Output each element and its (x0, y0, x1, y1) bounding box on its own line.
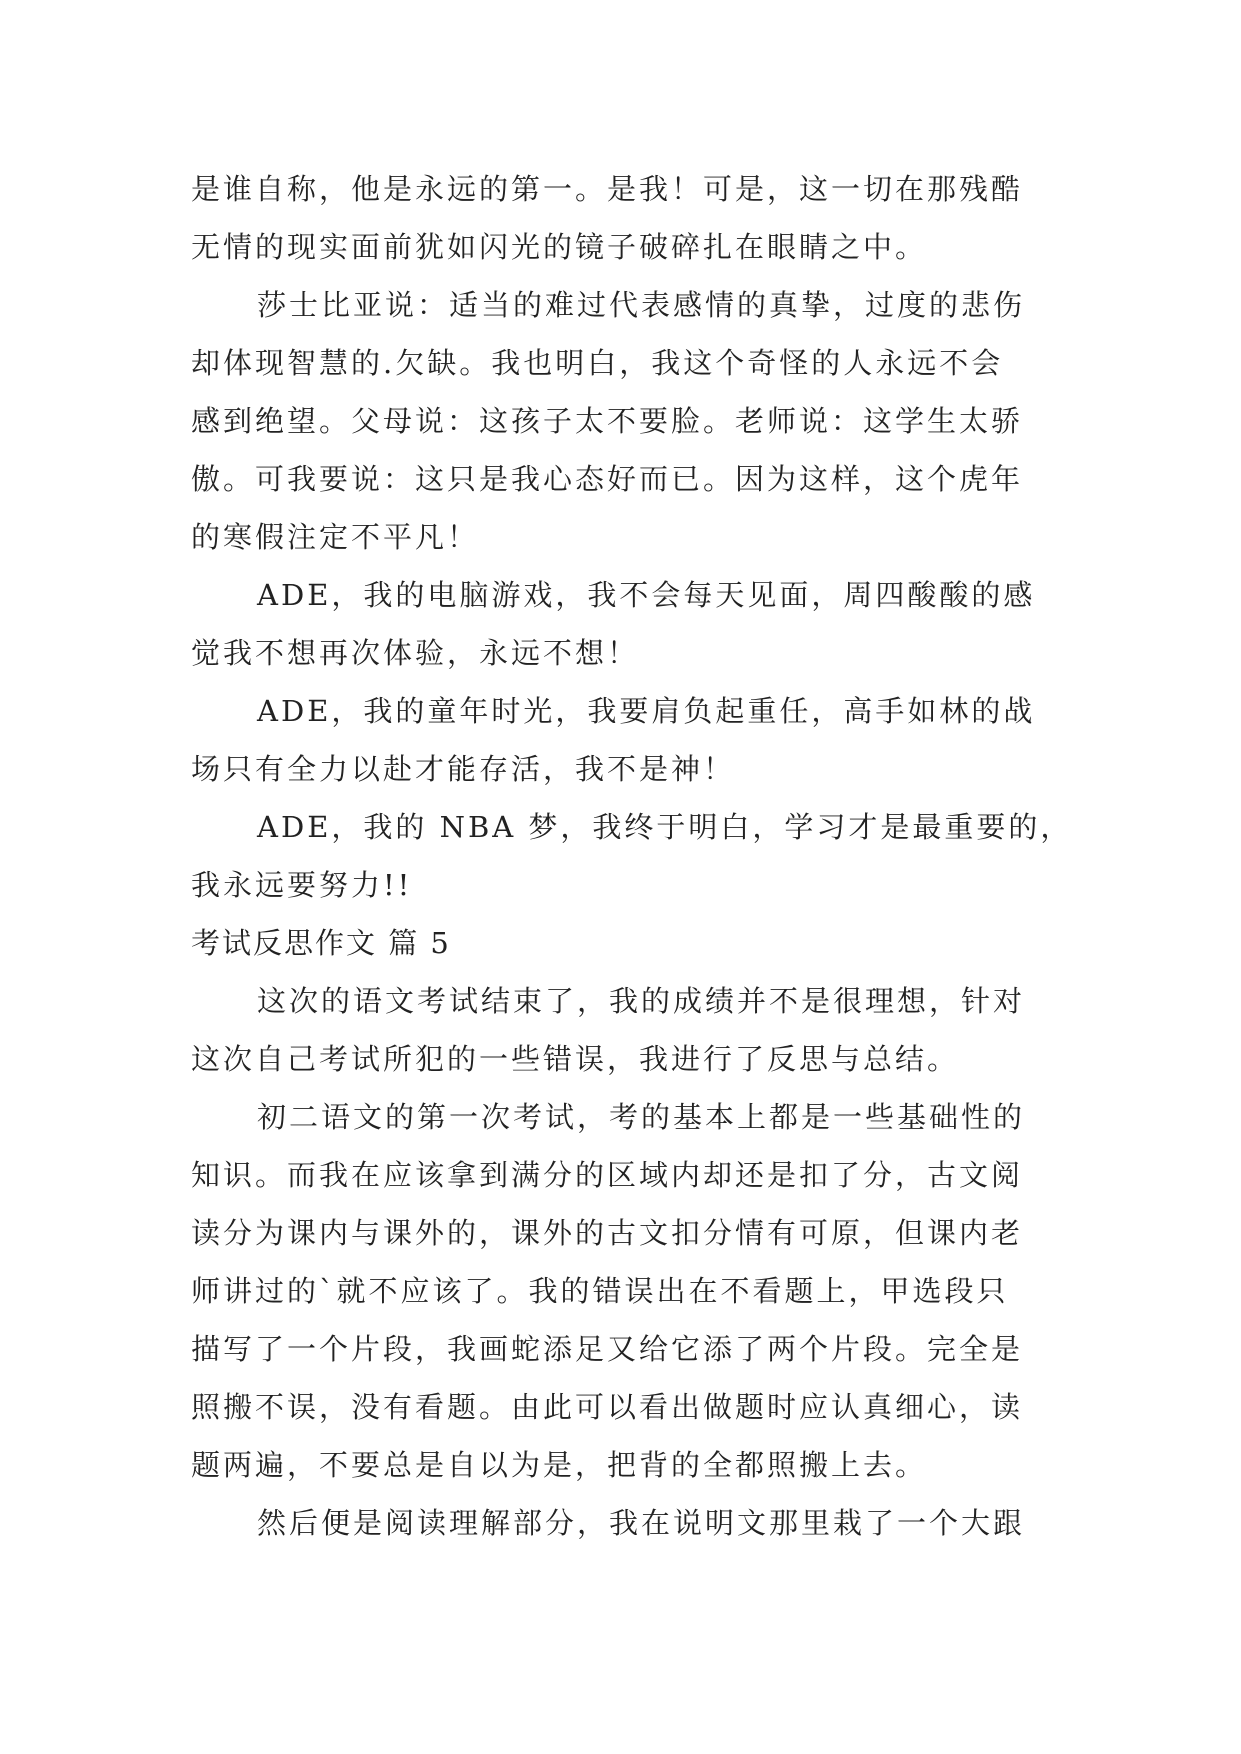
text-line: 场只有全力以赴才能存活，我不是神！ (191, 752, 736, 786)
text-line: ADE，我的电脑游戏，我不会每天见面，周四酸酸的感 (257, 578, 1036, 612)
text-line: 初二语文的第一次考试，考的基本上都是一些基础性的 (257, 1100, 1026, 1134)
section-heading: 考试反思作文 篇 5 (191, 926, 451, 960)
text-line: ADE，我的 NBA 梦，我终于明白，学习才是最重要的， (257, 810, 1073, 844)
text-line: 无情的现实面前犹如闪光的镜子破碎扎在眼睛之中。 (191, 230, 928, 264)
text-line: 然后便是阅读理解部分，我在说明文那里栽了一个大跟 (257, 1506, 1026, 1540)
text-line: 莎士比亚说：适当的难过代表感情的真挚，过度的悲伤 (257, 288, 1026, 322)
text-line: 却体现智慧的.欠缺。我也明白，我这个奇怪的人永远不会 (191, 346, 1004, 380)
document-body (191, 160, 1073, 1552)
text-line: 这次的语文考试结束了，我的成绩并不是很理想，针对 (257, 984, 1026, 1018)
text-line: 师讲过的`就不应该了。我的错误出在不看题上，甲选段只 (191, 1274, 1009, 1308)
text-line: 感到绝望。父母说：这孩子太不要脸。老师说：这学生太骄 (191, 404, 1024, 438)
text-line: 照搬不误，没有看题。由此可以看出做题时应认真细心，读 (191, 1390, 1024, 1424)
text-line: 傲。可我要说：这只是我心态好而已。因为这样，这个虎年 (191, 462, 1024, 496)
text-line: 是谁自称，他是永远的第一。是我！可是，这一切在那残酷 (191, 172, 1024, 206)
text-line: 觉我不想再次体验，永远不想！ (191, 636, 640, 670)
text-line: ADE，我的童年时光，我要肩负起重任，高手如林的战 (257, 694, 1036, 728)
text-line: 读分为课内与课外的，课外的古文扣分情有可原，但课内老 (191, 1216, 1024, 1250)
text-line: 这次自己考试所犯的一些错误，我进行了反思与总结。 (191, 1042, 960, 1076)
text-line: 题两遍，不要总是自以为是，把背的全都照搬上去。 (191, 1448, 928, 1482)
text-line: 的寒假注定不平凡！ (191, 520, 480, 554)
text-line: 我永远要努力!! (191, 868, 413, 902)
text-line: 描写了一个片段，我画蛇添足又给它添了两个片段。完全是 (191, 1332, 1024, 1366)
text-line: 知识。而我在应该拿到满分的区域内却还是扣了分，古文阅 (191, 1158, 1024, 1192)
